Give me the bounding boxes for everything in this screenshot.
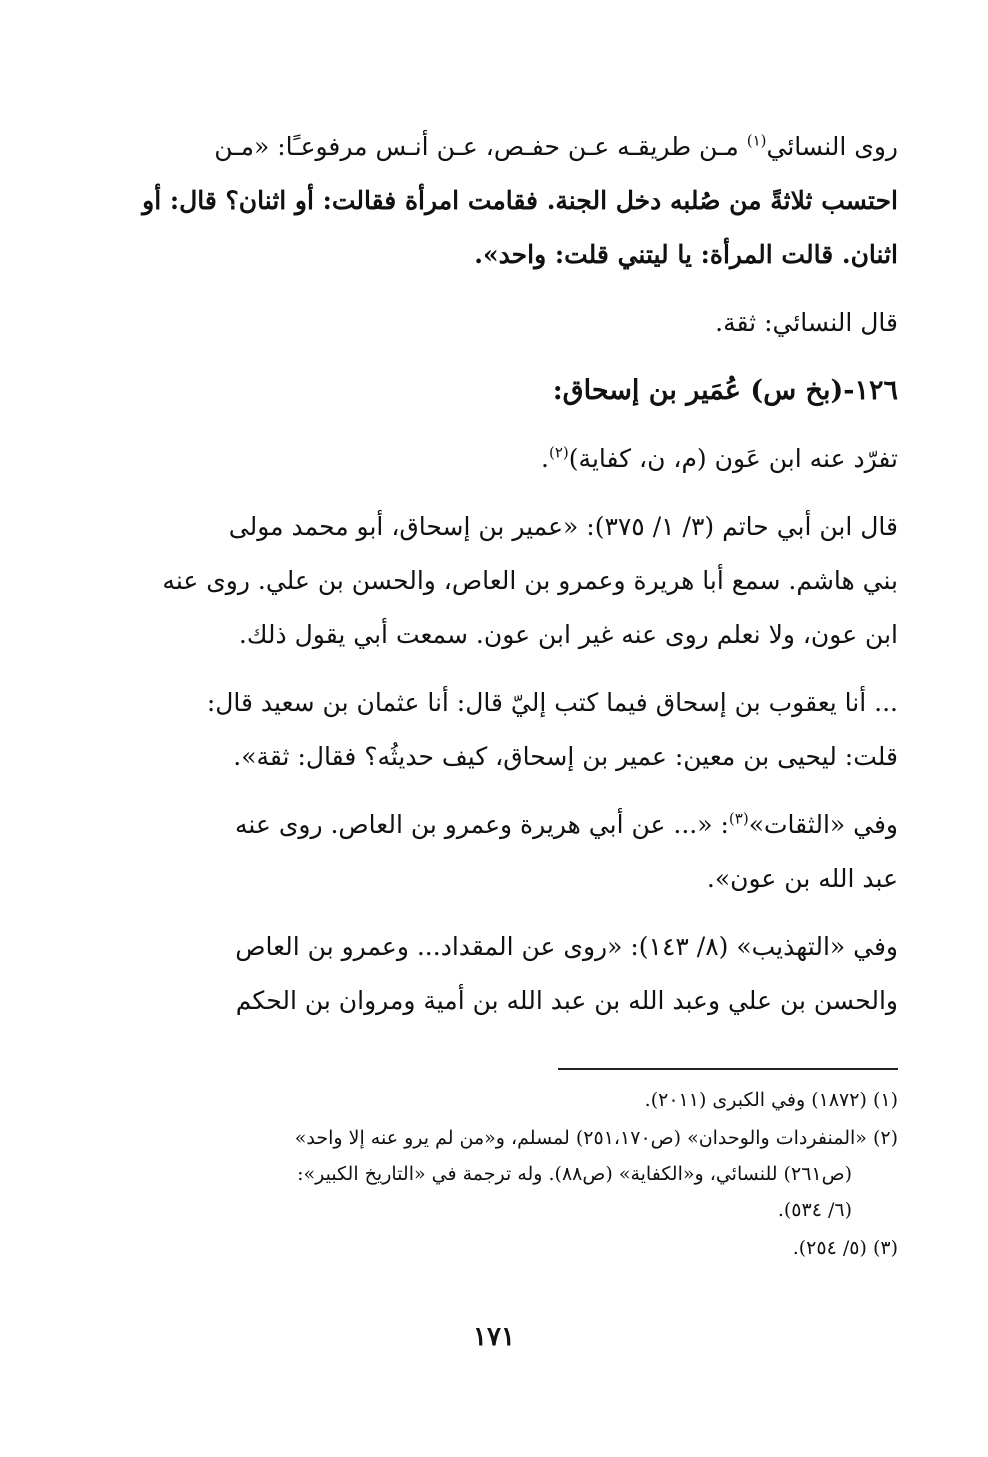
footnote-text: (١٨٧٢) وفي الكبرى (٢٠١١). <box>644 1089 867 1111</box>
footnote-text: (٥/ ٢٥٤). <box>792 1237 867 1259</box>
footnotes-section <box>118 1068 898 1268</box>
footnote-ref-2[interactable]: (٢) <box>549 443 569 462</box>
text-line: ... أنا يعقوب بن إسحاق فيما كتب إليّ قال: أنا عثمان بن سعيد قال: <box>206 688 898 717</box>
paragraph-tafarrud <box>118 432 898 486</box>
footnote-3 <box>118 1230 898 1266</box>
text-span: تفرّد عنه ابن عَون (م، ن، كفاية) <box>568 444 898 473</box>
main-text <box>118 120 898 1042</box>
footnote-1 <box>118 1082 898 1118</box>
footnote-ref-3[interactable]: (٣) <box>728 809 749 828</box>
hadith-text-line: احتسب ثلاثةً من صُلبه دخل الجنة. فقامت امرأة فقالت: أو اثنان؟ قال: أو <box>142 186 898 215</box>
text-line <box>118 120 898 174</box>
paragraph-tahdhib <box>118 920 898 1028</box>
hadith-text-line: اثنان. قالت المرأة: يا ليتني قلت: واحد». <box>474 240 898 269</box>
text-line: بني هاشم. سمع أبا هريرة وعمرو بن العاص، والحسن بن علي. روى عنه <box>162 566 898 595</box>
entry-heading: ١٢٦-(بخ س) عُمَير بن إسحاق: <box>552 375 898 406</box>
text-line <box>118 798 898 852</box>
page-number: ١٧١ <box>473 1322 515 1352</box>
text-span: روى النسائي <box>766 132 898 161</box>
text-line: قال ابن أبي حاتم (٣/ ١/ ٣٧٥): «عمير بن إسحاق، أبو محمد مولى <box>228 512 898 541</box>
footnote-text: «المنفردات والوحدان» (ص٢٥١،١٧٠) لمسلم، و«من لم يرو عنه إلا واحد» <box>294 1127 867 1149</box>
paragraph-thiqat <box>118 798 898 906</box>
text-line: والحسن بن علي وعبد الله بن عبد الله بن أمية ومروان بن الحكم <box>235 986 898 1015</box>
text-span: مـن طريقـه عـن حفـص، عـن أنـس مرفوعـًا: «مـن <box>214 132 747 161</box>
text-span: . <box>541 444 549 473</box>
text-line: عبد الله بن عون». <box>706 864 898 893</box>
text-line: ابن عون، ولا نعلم روى عنه غير ابن عون. سمعت أبي يقول ذلك. <box>238 620 898 649</box>
footnote-ref-1[interactable]: (١) <box>746 131 767 150</box>
footnote-text: (ص٢٦١) للنسائي، و«الكفاية» (ص٨٨). وله ترجمة في «التاريخ الكبير»: <box>297 1163 852 1185</box>
text-line: قلت: ليحيى بن معين: عمير بن إسحاق، كيف حديثُه؟ فقال: ثقة». <box>233 742 898 771</box>
footnote-divider <box>558 1068 898 1070</box>
footnote-number: (٣) <box>872 1237 898 1259</box>
text-line: وفي «التهذيب» (٨/ ١٤٣): «روى عن المقداد... وعمرو بن العاص <box>235 932 898 961</box>
paragraph-nasai-verdict: قال النسائي: ثقة. <box>715 308 898 337</box>
footnote-2 <box>118 1120 898 1228</box>
paragraph-nasai-narration <box>118 120 898 282</box>
paragraph-yaqub <box>118 676 898 784</box>
paragraph-ibn-abi-hatim <box>118 500 898 662</box>
text-span: وفي «الثقات» <box>748 810 898 839</box>
footnote-text: (٦/ ٥٣٤). <box>777 1199 852 1221</box>
footnote-number: (٢) <box>872 1127 898 1149</box>
text-span: : «... عن أبي هريرة وعمرو بن العاص. روى عنه <box>235 810 729 839</box>
footnote-number: (١) <box>872 1089 898 1111</box>
